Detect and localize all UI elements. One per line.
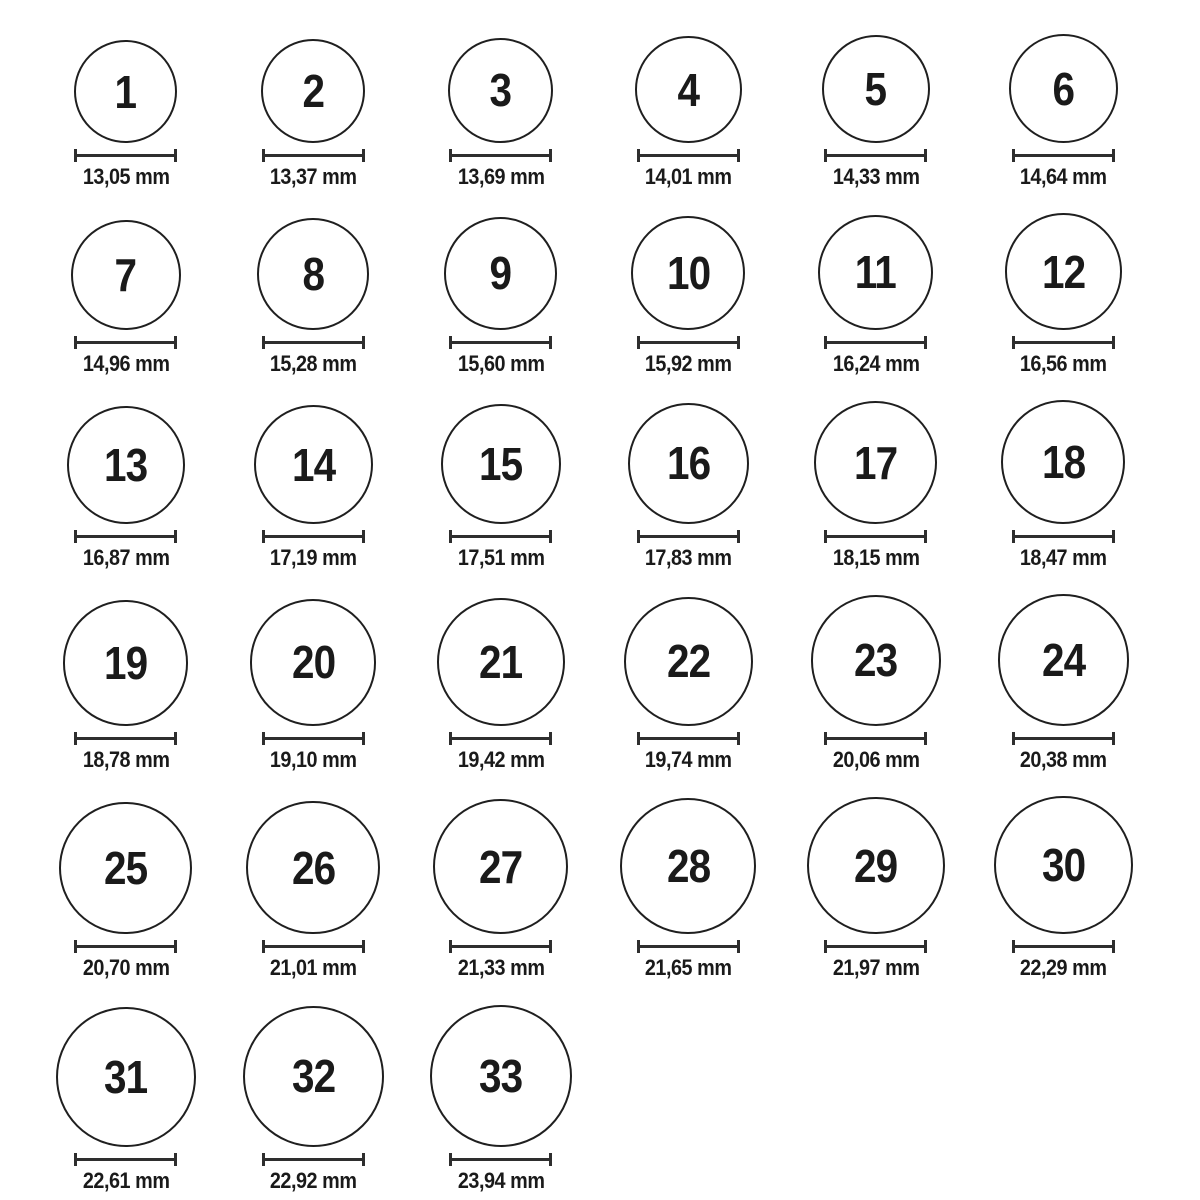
measure-bar xyxy=(265,154,362,157)
ring-size-cell xyxy=(220,801,408,981)
ring-size-number: 33 xyxy=(479,1049,523,1102)
diameter-measure-line xyxy=(262,940,365,953)
ring-size-number: 8 xyxy=(302,248,325,301)
ring-size-number: 18 xyxy=(1041,436,1085,489)
ring-size-cell xyxy=(32,40,220,189)
ring-circle xyxy=(448,38,553,143)
diameter-measure-line xyxy=(262,732,365,745)
diameter-label: 21,65 mm xyxy=(644,955,732,981)
ring-circle xyxy=(998,594,1129,725)
ring-size-cell xyxy=(407,404,595,570)
diameter-label: 19,42 mm xyxy=(457,746,545,772)
diameter-label: 22,61 mm xyxy=(82,1168,170,1194)
diameter-measure-line xyxy=(262,149,365,162)
measure-bar xyxy=(827,154,924,157)
ring-size-number: 28 xyxy=(666,840,710,893)
ring-size-cell xyxy=(32,220,220,377)
ring-size-number: 6 xyxy=(1052,62,1075,115)
ring-chart-row xyxy=(32,400,1200,570)
diameter-measure-line xyxy=(449,149,552,162)
measure-bar xyxy=(1015,535,1112,538)
ring-size-number: 12 xyxy=(1041,245,1085,298)
diameter-measure-line xyxy=(637,149,740,162)
diameter-label: 13,05 mm xyxy=(82,164,170,190)
ring-size-cell xyxy=(220,39,408,189)
measure-bar xyxy=(827,535,924,538)
ring-circle xyxy=(818,215,933,330)
diameter-measure-line xyxy=(1012,732,1115,745)
ring-size-cell xyxy=(220,599,408,772)
ring-size-cell xyxy=(32,406,220,570)
measure-bar xyxy=(452,154,549,157)
ring-size-number: 27 xyxy=(479,840,523,893)
diameter-measure-line xyxy=(824,336,927,349)
ring-size-number: 23 xyxy=(854,634,898,687)
measure-bar xyxy=(77,154,174,157)
ring-size-cell xyxy=(970,796,1158,981)
ring-size-cell xyxy=(970,34,1158,189)
ring-circle xyxy=(74,40,177,143)
ring-size-number: 9 xyxy=(489,247,512,300)
diameter-measure-line xyxy=(74,530,177,543)
ring-circle xyxy=(257,218,369,330)
ring-size-cell xyxy=(970,594,1158,772)
diameter-label: 20,06 mm xyxy=(832,746,920,772)
diameter-label: 20,38 mm xyxy=(1019,746,1107,772)
diameter-label: 14,96 mm xyxy=(82,350,170,376)
ring-chart-row xyxy=(32,213,1200,376)
diameter-measure-line xyxy=(74,336,177,349)
measure-bar xyxy=(452,737,549,740)
measure-bar xyxy=(77,1158,174,1161)
diameter-measure-line xyxy=(1012,149,1115,162)
measure-bar xyxy=(452,341,549,344)
ring-circle xyxy=(246,801,380,935)
measure-bar xyxy=(827,945,924,948)
ring-size-cell xyxy=(782,595,970,771)
diameter-label: 23,94 mm xyxy=(457,1168,545,1194)
ring-circle xyxy=(261,39,365,143)
diameter-measure-line xyxy=(74,940,177,953)
ring-size-cell xyxy=(407,799,595,980)
ring-size-cell xyxy=(595,36,783,189)
ring-size-cell xyxy=(782,35,970,189)
ring-size-cell xyxy=(32,600,220,771)
diameter-label: 20,70 mm xyxy=(82,955,170,981)
diameter-label: 15,60 mm xyxy=(457,350,545,376)
ring-circle xyxy=(243,1006,384,1147)
measure-bar xyxy=(1015,945,1112,948)
ring-size-number: 21 xyxy=(479,635,523,688)
ring-size-cell xyxy=(220,1006,408,1193)
diameter-label: 18,15 mm xyxy=(832,545,920,571)
measure-bar xyxy=(640,341,737,344)
diameter-label: 16,56 mm xyxy=(1019,350,1107,376)
ring-size-number: 25 xyxy=(104,842,148,895)
ring-size-cell xyxy=(407,1005,595,1194)
measure-bar xyxy=(1015,154,1112,157)
ring-circle xyxy=(994,796,1133,935)
ring-size-number: 30 xyxy=(1041,839,1085,892)
diameter-measure-line xyxy=(637,530,740,543)
diameter-measure-line xyxy=(824,149,927,162)
diameter-label: 13,37 mm xyxy=(269,164,357,190)
ring-size-cell xyxy=(782,797,970,981)
measure-bar xyxy=(827,737,924,740)
ring-size-cell xyxy=(220,218,408,376)
diameter-measure-line xyxy=(449,530,552,543)
ring-size-cell xyxy=(970,400,1158,570)
ring-size-number: 2 xyxy=(302,65,325,118)
ring-size-number: 7 xyxy=(114,248,137,301)
ring-circle xyxy=(807,797,945,935)
ring-circle xyxy=(814,401,937,524)
diameter-measure-line xyxy=(74,1153,177,1166)
ring-chart-row xyxy=(32,1005,1200,1194)
measure-bar xyxy=(640,737,737,740)
diameter-label: 14,64 mm xyxy=(1019,164,1107,190)
measure-bar xyxy=(265,535,362,538)
ring-chart-row xyxy=(32,796,1200,981)
ring-circle xyxy=(628,403,749,524)
diameter-measure-line xyxy=(1012,940,1115,953)
ring-size-number: 3 xyxy=(489,64,512,117)
ring-circle xyxy=(430,1005,572,1147)
measure-bar xyxy=(77,341,174,344)
diameter-label: 19,10 mm xyxy=(269,746,357,772)
ring-circle xyxy=(1001,400,1125,524)
measure-bar xyxy=(265,737,362,740)
ring-size-cell xyxy=(782,401,970,570)
ring-circle xyxy=(620,798,756,934)
diameter-label: 16,24 mm xyxy=(832,350,920,376)
diameter-measure-line xyxy=(449,1153,552,1166)
ring-circle xyxy=(59,802,192,935)
ring-size-cell xyxy=(595,597,783,772)
ring-size-number: 24 xyxy=(1041,633,1085,686)
ring-size-cell xyxy=(595,216,783,376)
ring-circle xyxy=(56,1007,196,1147)
diameter-measure-line xyxy=(637,940,740,953)
diameter-label: 21,97 mm xyxy=(832,955,920,981)
ring-circle xyxy=(250,599,376,725)
ring-size-number: 4 xyxy=(677,63,700,116)
ring-size-cell xyxy=(32,802,220,981)
measure-bar xyxy=(265,341,362,344)
diameter-label: 17,83 mm xyxy=(644,545,732,571)
diameter-measure-line xyxy=(262,1153,365,1166)
diameter-measure-line xyxy=(74,149,177,162)
ring-size-cell xyxy=(595,403,783,571)
ring-size-cell xyxy=(220,405,408,570)
ring-size-cell xyxy=(32,1007,220,1193)
ring-size-number: 13 xyxy=(104,439,148,492)
ring-size-cell xyxy=(595,798,783,980)
measure-bar xyxy=(452,535,549,538)
ring-size-number: 14 xyxy=(291,438,335,491)
ring-circle xyxy=(822,35,930,143)
measure-bar xyxy=(640,535,737,538)
diameter-label: 22,92 mm xyxy=(269,1168,357,1194)
ring-circle xyxy=(624,597,753,726)
diameter-label: 21,01 mm xyxy=(269,955,357,981)
diameter-measure-line xyxy=(824,732,927,745)
diameter-measure-line xyxy=(449,732,552,745)
measure-bar xyxy=(265,945,362,948)
ring-circle xyxy=(437,598,565,726)
diameter-measure-line xyxy=(824,940,927,953)
diameter-label: 17,19 mm xyxy=(269,545,357,571)
ring-circle xyxy=(1005,213,1122,330)
ring-circle xyxy=(441,404,561,524)
ring-size-number: 19 xyxy=(104,636,148,689)
diameter-measure-line xyxy=(262,336,365,349)
measure-bar xyxy=(827,341,924,344)
ring-circle xyxy=(433,799,568,934)
ring-size-number: 22 xyxy=(666,635,710,688)
ring-size-cell xyxy=(407,598,595,772)
ring-size-number: 1 xyxy=(114,65,137,118)
measure-bar xyxy=(452,945,549,948)
ring-size-cell xyxy=(407,217,595,376)
measure-bar xyxy=(77,945,174,948)
ring-circle xyxy=(67,406,185,524)
diameter-measure-line xyxy=(637,732,740,745)
ring-size-number: 16 xyxy=(666,437,710,490)
measure-bar xyxy=(1015,737,1112,740)
measure-bar xyxy=(452,1158,549,1161)
measure-bar xyxy=(640,945,737,948)
diameter-measure-line xyxy=(1012,530,1115,543)
ring-size-number: 11 xyxy=(855,246,897,299)
ring-size-number: 15 xyxy=(479,437,523,490)
ring-size-number: 32 xyxy=(291,1050,335,1103)
measure-bar xyxy=(1015,341,1112,344)
diameter-label: 14,01 mm xyxy=(644,164,732,190)
diameter-label: 18,78 mm xyxy=(82,746,170,772)
diameter-label: 16,87 mm xyxy=(82,545,170,571)
ring-circle xyxy=(1009,34,1118,143)
ring-circle xyxy=(71,220,181,330)
measure-bar xyxy=(265,1158,362,1161)
ring-size-number: 17 xyxy=(854,436,898,489)
measure-bar xyxy=(77,535,174,538)
diameter-label: 15,28 mm xyxy=(269,350,357,376)
diameter-measure-line xyxy=(824,530,927,543)
ring-size-cell xyxy=(970,213,1158,376)
measure-bar xyxy=(640,154,737,157)
ring-circle xyxy=(444,217,557,330)
diameter-label: 13,69 mm xyxy=(457,164,545,190)
ring-circle xyxy=(631,216,745,330)
ring-size-cell xyxy=(782,215,970,377)
ring-size-number: 29 xyxy=(854,839,898,892)
diameter-label: 22,29 mm xyxy=(1019,955,1107,981)
ring-size-number: 20 xyxy=(291,636,335,689)
diameter-measure-line xyxy=(449,336,552,349)
diameter-measure-line xyxy=(1012,336,1115,349)
diameter-label: 17,51 mm xyxy=(457,545,545,571)
ring-size-number: 26 xyxy=(291,841,335,894)
ring-size-number: 10 xyxy=(666,246,710,299)
ring-size-number: 31 xyxy=(104,1051,148,1104)
diameter-label: 18,47 mm xyxy=(1019,545,1107,571)
ring-chart-row xyxy=(32,34,1200,189)
ring-circle xyxy=(254,405,373,524)
ring-circle xyxy=(63,600,188,725)
ring-chart-row xyxy=(32,594,1200,772)
diameter-label: 14,33 mm xyxy=(832,164,920,190)
measure-bar xyxy=(77,737,174,740)
diameter-label: 15,92 mm xyxy=(644,350,732,376)
diameter-label: 21,33 mm xyxy=(457,955,545,981)
ring-circle xyxy=(811,595,941,725)
ring-size-number: 5 xyxy=(864,63,887,116)
ring-circle xyxy=(635,36,742,143)
diameter-measure-line xyxy=(74,732,177,745)
diameter-label: 19,74 mm xyxy=(644,746,732,772)
diameter-measure-line xyxy=(262,530,365,543)
diameter-measure-line xyxy=(449,940,552,953)
ring-size-cell xyxy=(407,38,595,190)
diameter-measure-line xyxy=(637,336,740,349)
